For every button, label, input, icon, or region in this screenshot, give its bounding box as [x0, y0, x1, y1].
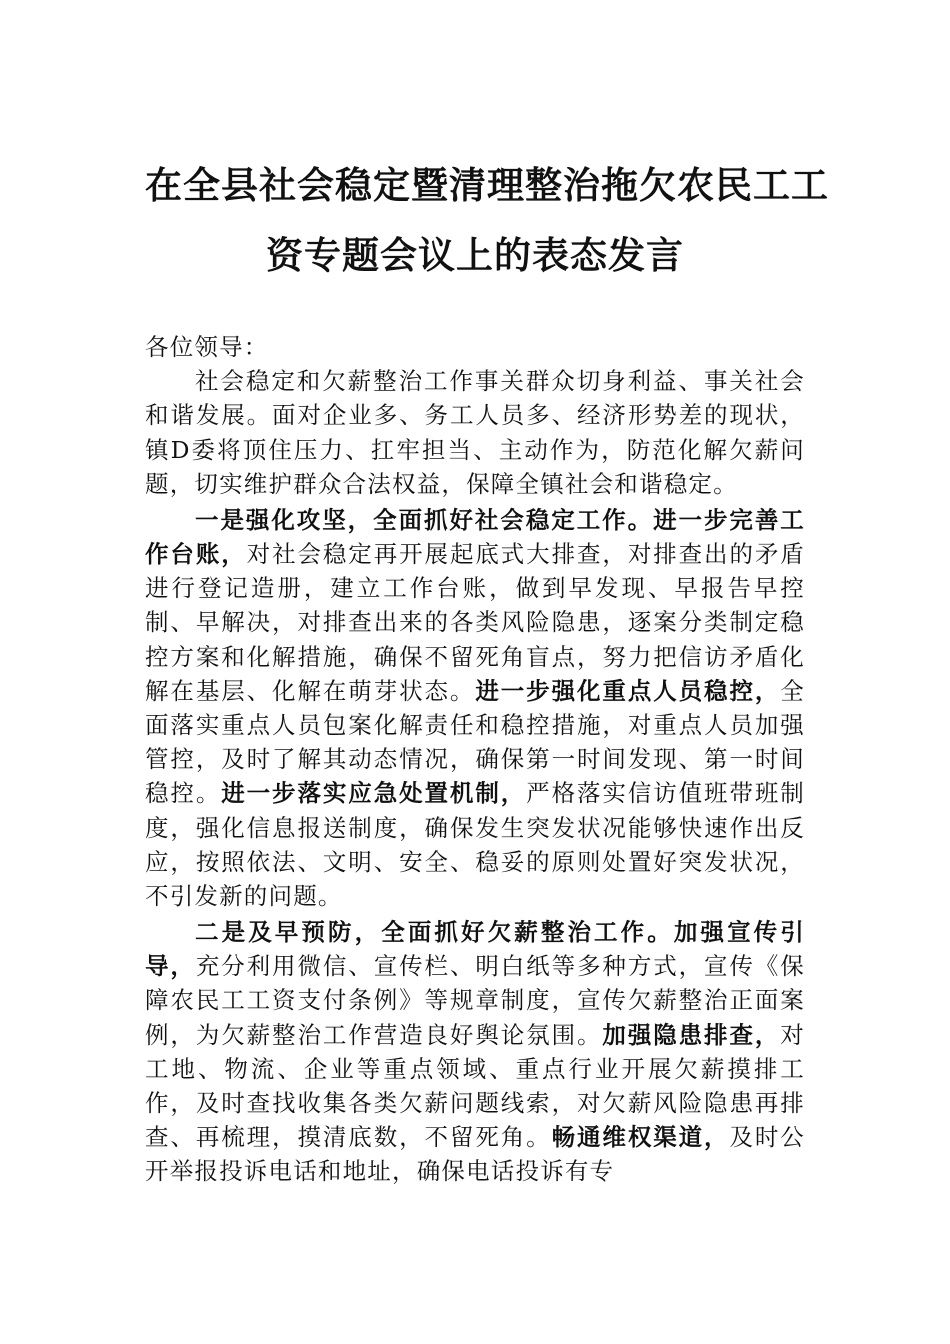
section-1-item-2-text: 全面落实重点人员包案化解责任和稳控措施，对重点人员加强管控，及时了解其动态情况，确保第一时间发现、第一时间稳控。: [145, 676, 805, 808]
document-title: [145, 150, 829, 290]
salutation: 各位领导：: [145, 333, 269, 361]
section-1-item-1-text: 对社会稳定再开展起底式大排查，对排查出的矛盾进行登记造册，建立工作台账，做到早发现、早报告早控制、早解决，对排查出来的各类风险隐患，逐案分类制定稳控方案和化解措施，确保不留死角盲点，努力把信访矛盾化解在基层、化解在萌芽状态。: [145, 540, 805, 705]
document-body: [145, 330, 805, 1189]
title-line-2: 资专题会议上的表态发言: [266, 233, 684, 277]
section-1-item-2-heading: 进一步强化重点人员稳控，: [475, 676, 781, 705]
section-2-item-1-text: 充分利用微信、宣传栏、明白纸等多种方式，宣传《保障农民工工资支付条例》等规章制度，宣传欠薪整治正面案例，为欠薪整治工作营造良好舆论氛围。: [145, 952, 805, 1049]
section-1-item-3-heading: 进一步落实应急处置机制，: [221, 779, 527, 808]
section-2-heading: 二是及早预防，全面抓好欠薪整治工作。: [195, 918, 674, 947]
section-1-paragraph: [145, 503, 805, 913]
section-2-item-3-heading: 畅通维权渠道，: [551, 1123, 730, 1152]
section-1-item-3-text: 严格落实信访值班带班制度，强化信息报送制度，确保发生突发状况能够快速作出反应，按照依法、文明、安全、稳妥的原则处置好突发状况，不引发新的问题。: [145, 779, 805, 911]
section-2-paragraph: [145, 915, 805, 1189]
section-2-item-3-text: 及时公开举报投诉电话和地址，确保电话投诉有专: [145, 1123, 806, 1186]
intro-paragraph: 社会稳定和欠薪整治工作事关群众切身利益、事关社会和谐发展。面对企业多、务工人员多、经济形势差的现状，镇D委将顶住压力、扛牢担当、主动作为，防范化解欠薪问题，切实维护群众合法权益，保障全镇社会和谐稳定。: [145, 367, 805, 498]
section-2-item-2-text: 对工地、物流、企业等重点领域、重点行业开展欠薪摸排工作，及时查找收集各类欠薪问题线索，对欠薪风险隐患再排查、再梳理，摸清底数，不留死角。: [145, 1020, 805, 1152]
title-line-1: 在全县社会稳定暨清理整治拖欠农民工工: [145, 163, 829, 207]
section-1-heading: 一是强化攻坚，全面抓好社会稳定工作。: [195, 505, 654, 534]
section-1-item-1-heading: 进一步完善工作台账，: [145, 505, 805, 569]
section-2-item-1-heading: 加强宣传引导，: [145, 918, 805, 981]
section-2-item-2-heading: 加强隐患排查，: [602, 1020, 781, 1049]
